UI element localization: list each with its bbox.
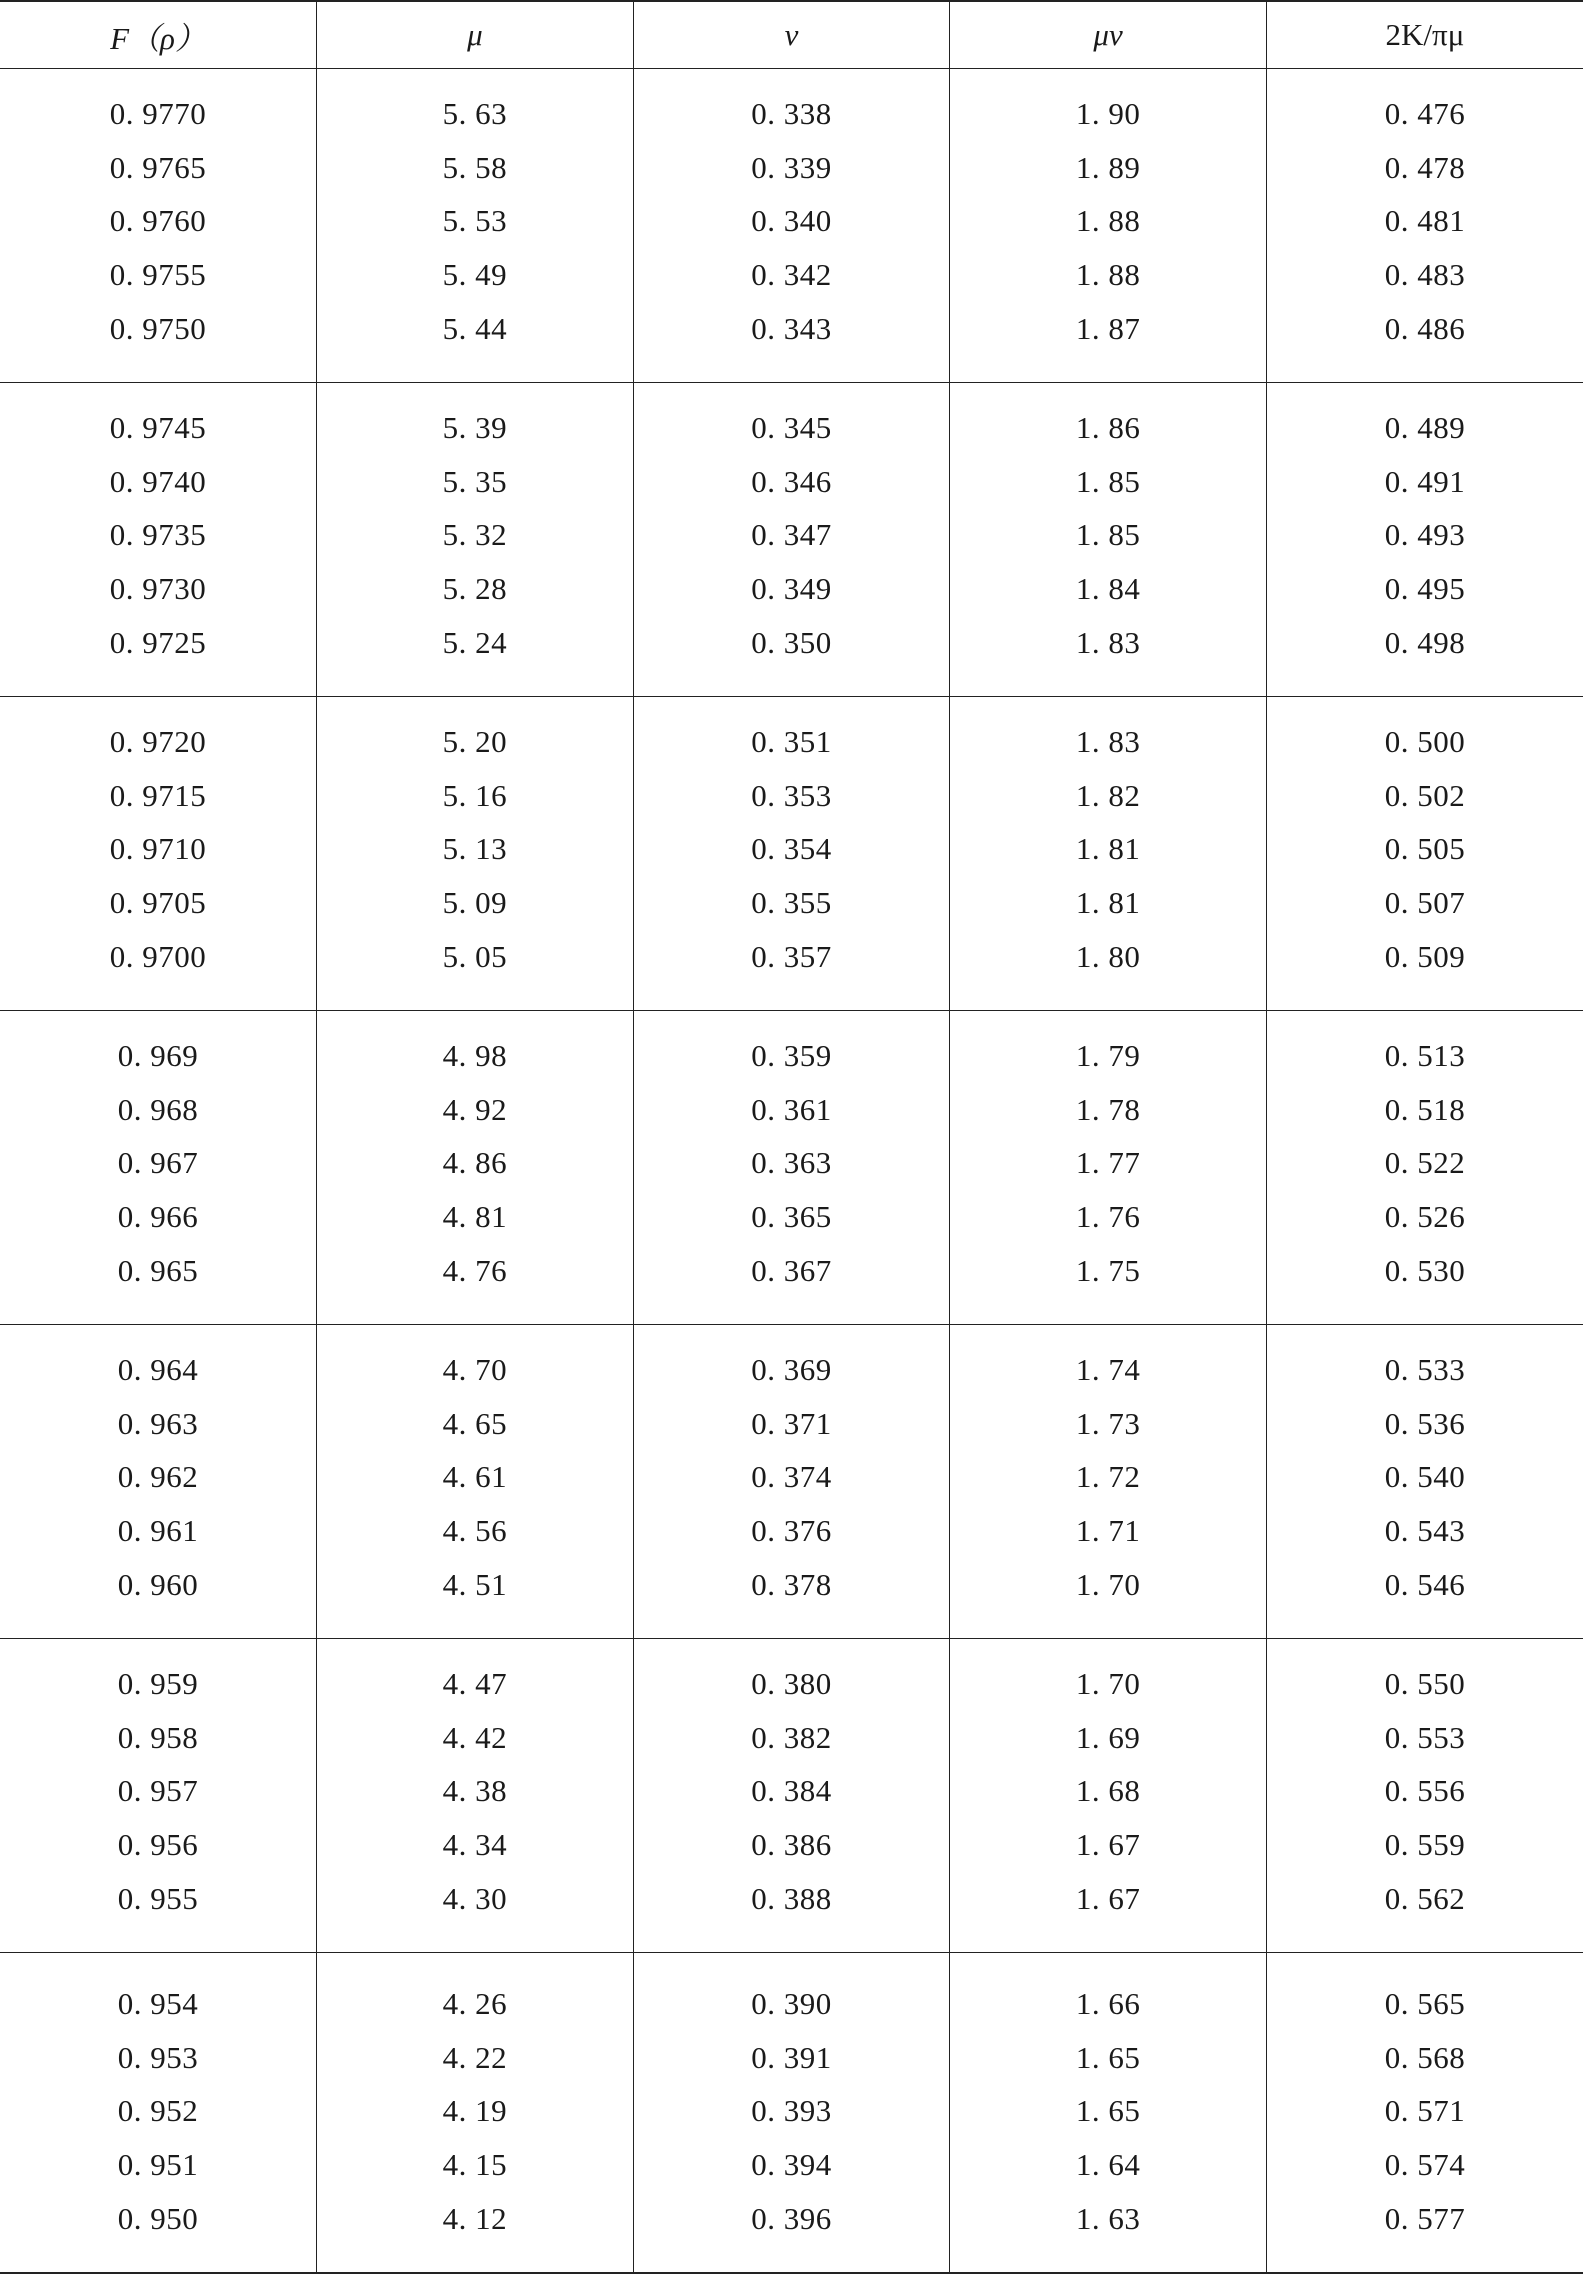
cell-value: 4. 22: [442, 2039, 508, 2075]
cell-value: 0. 380: [751, 1666, 832, 1701]
cell-value: 0. 393: [751, 2093, 832, 2129]
cell-value: 4. 51: [442, 1566, 508, 1602]
cell-value: 4. 15: [442, 2147, 508, 2183]
cell-value: 4. 30: [442, 1880, 508, 1916]
cell-value: 5. 09: [442, 885, 508, 921]
table-cell-nu: [633, 1953, 950, 2274]
cell-value: 0. 347: [751, 517, 832, 553]
cell-value: 0. 509: [1384, 938, 1466, 974]
cell-value: 0. 965: [117, 1252, 199, 1288]
cell-value: 0. 518: [1384, 1091, 1466, 1127]
cell-value: 0. 553: [1384, 1719, 1466, 1755]
cell-value: 5. 32: [442, 517, 508, 553]
cell-value: 0. 546: [1384, 1566, 1466, 1602]
cell-value: 0. 394: [751, 2147, 832, 2183]
cell-value: 0. 478: [1384, 149, 1466, 185]
column-header-2k-over-pi-mu: 2K/πμ: [1266, 1, 1583, 69]
cell-value: 0. 9710: [109, 831, 207, 867]
cell-value: 0. 9745: [109, 410, 207, 445]
cell-value: 5. 05: [442, 938, 508, 974]
cell-value: 1. 72: [1075, 1459, 1141, 1495]
column-header-nu: ν: [633, 1, 950, 69]
cell-value: 0. 967: [117, 1145, 199, 1181]
cell-value: 5. 28: [442, 571, 508, 607]
cell-value: 5. 20: [442, 724, 508, 759]
cell-value: 5. 13: [442, 831, 508, 867]
table-cell-nu: [633, 383, 950, 697]
cell-value: 1. 75: [1075, 1252, 1141, 1288]
cell-value: 0. 354: [751, 831, 832, 867]
cell-value: 1. 64: [1075, 2147, 1141, 2183]
cell-value: 1. 65: [1075, 2093, 1141, 2129]
cell-value: 0. 959: [117, 1666, 199, 1701]
cell-value: 0. 565: [1384, 1986, 1466, 2021]
cell-value: 1. 84: [1075, 571, 1141, 607]
cell-value: 0. 340: [751, 203, 832, 239]
cell-value: 0. 577: [1384, 2200, 1466, 2236]
cell-value: 5. 44: [442, 310, 508, 346]
cell-value: 4. 56: [442, 1513, 508, 1549]
cell-value: 4. 38: [442, 1773, 508, 1809]
cell-value: 5. 39: [442, 410, 508, 445]
cell-value: 0. 966: [117, 1199, 199, 1235]
cell-value: 0. 388: [751, 1880, 832, 1916]
table-cell-f-rho: [0, 1953, 317, 2274]
cell-value: 0. 952: [117, 2093, 199, 2129]
cell-value: 1. 85: [1075, 517, 1141, 553]
cell-value: 0. 374: [751, 1459, 832, 1495]
table-cell-mu: [317, 1953, 634, 2274]
cell-value: 0. 350: [751, 624, 832, 660]
table-cell-2k-over-pi-mu: [1266, 1011, 1583, 1325]
cell-value: 1. 88: [1075, 203, 1141, 239]
cell-value: 0. 957: [117, 1773, 199, 1809]
cell-value: 0. 9715: [109, 777, 207, 813]
cell-value: 0. 359: [751, 1038, 832, 1073]
table-cell-f-rho: [0, 69, 317, 383]
cell-value: 0. 361: [751, 1091, 832, 1127]
cell-value: 1. 86: [1075, 410, 1141, 445]
cell-value: 0. 956: [117, 1827, 199, 1863]
table-cell-2k-over-pi-mu: [1266, 69, 1583, 383]
cell-value: 1. 76: [1075, 1199, 1141, 1235]
cell-value: 4. 65: [442, 1405, 508, 1441]
cell-value: 5. 49: [442, 257, 508, 293]
cell-value: 0. 9730: [109, 571, 207, 607]
cell-value: 1. 65: [1075, 2039, 1141, 2075]
cell-value: 4. 81: [442, 1199, 508, 1235]
cell-value: 0. 960: [117, 1566, 199, 1602]
table-cell-2k-over-pi-mu: [1266, 1953, 1583, 2274]
cell-value: 4. 47: [442, 1666, 508, 1701]
cell-value: 0. 486: [1384, 310, 1466, 346]
cell-value: 0. 500: [1384, 724, 1466, 759]
cell-value: 1. 83: [1075, 624, 1141, 660]
cell-value: 0. 522: [1384, 1145, 1466, 1181]
cell-value: 0. 343: [751, 310, 832, 346]
cell-value: 1. 69: [1075, 1719, 1141, 1755]
cell-value: 4. 86: [442, 1145, 508, 1181]
cell-value: 1. 80: [1075, 938, 1141, 974]
cell-value: 0. 550: [1384, 1666, 1466, 1701]
cell-value: 1. 85: [1075, 463, 1141, 499]
cell-value: 0. 353: [751, 777, 832, 813]
cell-value: 0. 476: [1384, 96, 1466, 131]
table-group-row: [0, 383, 1583, 697]
table-cell-mu-nu: [950, 1953, 1267, 2274]
table-cell-nu: [633, 1639, 950, 1953]
cell-value: 0. 349: [751, 571, 832, 607]
cell-value: 0. 355: [751, 885, 832, 921]
cell-value: 0. 363: [751, 1145, 832, 1181]
cell-value: 0. 530: [1384, 1252, 1466, 1288]
table-cell-f-rho: [0, 1639, 317, 1953]
cell-value: 1. 81: [1075, 885, 1141, 921]
cell-value: 0. 378: [751, 1566, 832, 1602]
cell-value: 1. 71: [1075, 1513, 1141, 1549]
cell-value: 0. 493: [1384, 517, 1466, 553]
cell-value: 0. 371: [751, 1405, 832, 1441]
cell-value: 0. 969: [117, 1038, 199, 1073]
cell-value: 0. 357: [751, 938, 832, 974]
cell-value: 1. 78: [1075, 1091, 1141, 1127]
cell-value: 0. 9760: [109, 203, 207, 239]
table-cell-mu: [317, 383, 634, 697]
cell-value: 1. 82: [1075, 777, 1141, 813]
cell-value: 4. 70: [442, 1352, 508, 1387]
cell-value: 1. 67: [1075, 1880, 1141, 1916]
cell-value: 0. 951: [117, 2147, 199, 2183]
cell-value: 0. 391: [751, 2039, 832, 2075]
cell-value: 0. 502: [1384, 777, 1466, 813]
cell-value: 0. 568: [1384, 2039, 1466, 2075]
cell-value: 4. 61: [442, 1459, 508, 1495]
cell-value: 0. 369: [751, 1352, 832, 1387]
cell-value: 0. 958: [117, 1719, 199, 1755]
cell-value: 0. 9725: [109, 624, 207, 660]
cell-value: 4. 42: [442, 1719, 508, 1755]
cell-value: 0. 365: [751, 1199, 832, 1235]
cell-value: 0. 9705: [109, 885, 207, 921]
cell-value: 0. 963: [117, 1405, 199, 1441]
cell-value: 0. 571: [1384, 2093, 1466, 2129]
table-cell-mu-nu: [950, 1639, 1267, 1953]
cell-value: 0. 961: [117, 1513, 199, 1549]
cell-value: 0. 345: [751, 410, 832, 445]
cell-value: 5. 24: [442, 624, 508, 660]
cell-value: 4. 76: [442, 1252, 508, 1288]
cell-value: 0. 536: [1384, 1405, 1466, 1441]
cell-value: 4. 12: [442, 2200, 508, 2236]
cell-value: 0. 513: [1384, 1038, 1466, 1073]
cell-value: 0. 9770: [109, 96, 207, 131]
cell-value: 0. 382: [751, 1719, 832, 1755]
table-cell-f-rho: [0, 1011, 317, 1325]
table-cell-mu-nu: [950, 1325, 1267, 1639]
table-group-row: [0, 1011, 1583, 1325]
cell-value: 0. 505: [1384, 831, 1466, 867]
cell-value: 0. 338: [751, 96, 832, 131]
table-group-row: [0, 1639, 1583, 1953]
column-header-mu: μ: [317, 1, 634, 69]
table-cell-mu-nu: [950, 383, 1267, 697]
cell-value: 1. 68: [1075, 1773, 1141, 1809]
table-cell-mu-nu: [950, 69, 1267, 383]
cell-value: 0. 964: [117, 1352, 199, 1387]
cell-value: 0. 346: [751, 463, 832, 499]
cell-value: 4. 26: [442, 1986, 508, 2021]
table-cell-nu: [633, 697, 950, 1011]
cell-value: 1. 79: [1075, 1038, 1141, 1073]
cell-value: 1. 90: [1075, 96, 1141, 131]
cell-value: 0. 9740: [109, 463, 207, 499]
cell-value: 0. 526: [1384, 1199, 1466, 1235]
cell-value: 0. 396: [751, 2200, 832, 2236]
cell-value: 0. 386: [751, 1827, 832, 1863]
cell-value: 0. 533: [1384, 1352, 1466, 1387]
cell-value: 1. 74: [1075, 1352, 1141, 1387]
cell-value: 1. 89: [1075, 149, 1141, 185]
table-group-row: [0, 69, 1583, 383]
header-row: [0, 1, 1583, 69]
cell-value: 0. 342: [751, 257, 832, 293]
cell-value: 1. 87: [1075, 310, 1141, 346]
cell-value: 1. 73: [1075, 1405, 1141, 1441]
cell-value: 0. 495: [1384, 571, 1466, 607]
cell-value: 5. 35: [442, 463, 508, 499]
table-cell-2k-over-pi-mu: [1266, 1639, 1583, 1953]
cell-value: 0. 498: [1384, 624, 1466, 660]
table-cell-f-rho: [0, 697, 317, 1011]
table-cell-nu: [633, 1011, 950, 1325]
table-cell-mu: [317, 1325, 634, 1639]
cell-value: 1. 70: [1075, 1566, 1141, 1602]
table-cell-nu: [633, 69, 950, 383]
cell-value: 0. 367: [751, 1252, 832, 1288]
cell-value: 0. 483: [1384, 257, 1466, 293]
cell-value: 4. 98: [442, 1038, 508, 1073]
cell-value: 1. 70: [1075, 1666, 1141, 1701]
table-group-row: [0, 697, 1583, 1011]
table-group-row: [0, 1325, 1583, 1639]
cell-value: 0. 9735: [109, 517, 207, 553]
cell-value: 0. 9750: [109, 310, 207, 346]
cell-value: 0. 953: [117, 2039, 199, 2075]
cell-value: 0. 562: [1384, 1880, 1466, 1916]
cell-value: 1. 66: [1075, 1986, 1141, 2021]
cell-value: 0. 950: [117, 2200, 199, 2236]
table-group-row: [0, 1953, 1583, 2274]
cell-value: 4. 34: [442, 1827, 508, 1863]
cell-value: 0. 507: [1384, 885, 1466, 921]
table-cell-2k-over-pi-mu: [1266, 697, 1583, 1011]
table-cell-mu: [317, 69, 634, 383]
cell-value: 4. 92: [442, 1091, 508, 1127]
cell-value: 0. 376: [751, 1513, 832, 1549]
cell-value: 1. 81: [1075, 831, 1141, 867]
cell-value: 0. 390: [751, 1986, 832, 2021]
table-cell-mu-nu: [950, 1011, 1267, 1325]
table-cell-nu: [633, 1325, 950, 1639]
column-header-f-rho: F（ρ）: [0, 1, 317, 69]
cell-value: 1. 63: [1075, 2200, 1141, 2236]
cell-value: 0. 9755: [109, 257, 207, 293]
cell-value: 0. 954: [117, 1986, 199, 2021]
table-cell-2k-over-pi-mu: [1266, 383, 1583, 697]
cell-value: 5. 16: [442, 777, 508, 813]
cell-value: 1. 83: [1075, 724, 1141, 759]
cell-value: 0. 543: [1384, 1513, 1466, 1549]
cell-value: 0. 955: [117, 1880, 199, 1916]
cell-value: 0. 962: [117, 1459, 199, 1495]
table-cell-mu: [317, 1011, 634, 1325]
cell-value: 4. 19: [442, 2093, 508, 2129]
cell-value: 5. 53: [442, 203, 508, 239]
cell-value: 5. 63: [442, 96, 508, 131]
cell-value: 5. 58: [442, 149, 508, 185]
table-cell-mu: [317, 1639, 634, 1953]
cell-value: 0. 481: [1384, 203, 1466, 239]
cell-value: 0. 968: [117, 1091, 199, 1127]
cell-value: 1. 77: [1075, 1145, 1141, 1181]
cell-value: 0. 9720: [109, 724, 207, 759]
table-cell-f-rho: [0, 383, 317, 697]
cell-value: 0. 574: [1384, 2147, 1466, 2183]
table-cell-mu-nu: [950, 697, 1267, 1011]
cell-value: 0. 540: [1384, 1459, 1466, 1495]
table-cell-f-rho: [0, 1325, 317, 1639]
cell-value: 1. 67: [1075, 1827, 1141, 1863]
cell-value: 0. 9700: [109, 938, 207, 974]
cell-value: 0. 489: [1384, 410, 1466, 445]
cell-value: 0. 339: [751, 149, 832, 185]
table-body: [0, 69, 1583, 2274]
cell-value: 0. 559: [1384, 1827, 1466, 1863]
cell-value: 0. 9765: [109, 149, 207, 185]
cell-value: 0. 556: [1384, 1773, 1466, 1809]
cell-value: 0. 351: [751, 724, 832, 759]
table-cell-2k-over-pi-mu: [1266, 1325, 1583, 1639]
cell-value: 0. 384: [751, 1773, 832, 1809]
table-cell-mu: [317, 697, 634, 1011]
cell-value: 1. 88: [1075, 257, 1141, 293]
cell-value: 0. 491: [1384, 463, 1466, 499]
column-header-mu-nu: μν: [950, 1, 1267, 69]
